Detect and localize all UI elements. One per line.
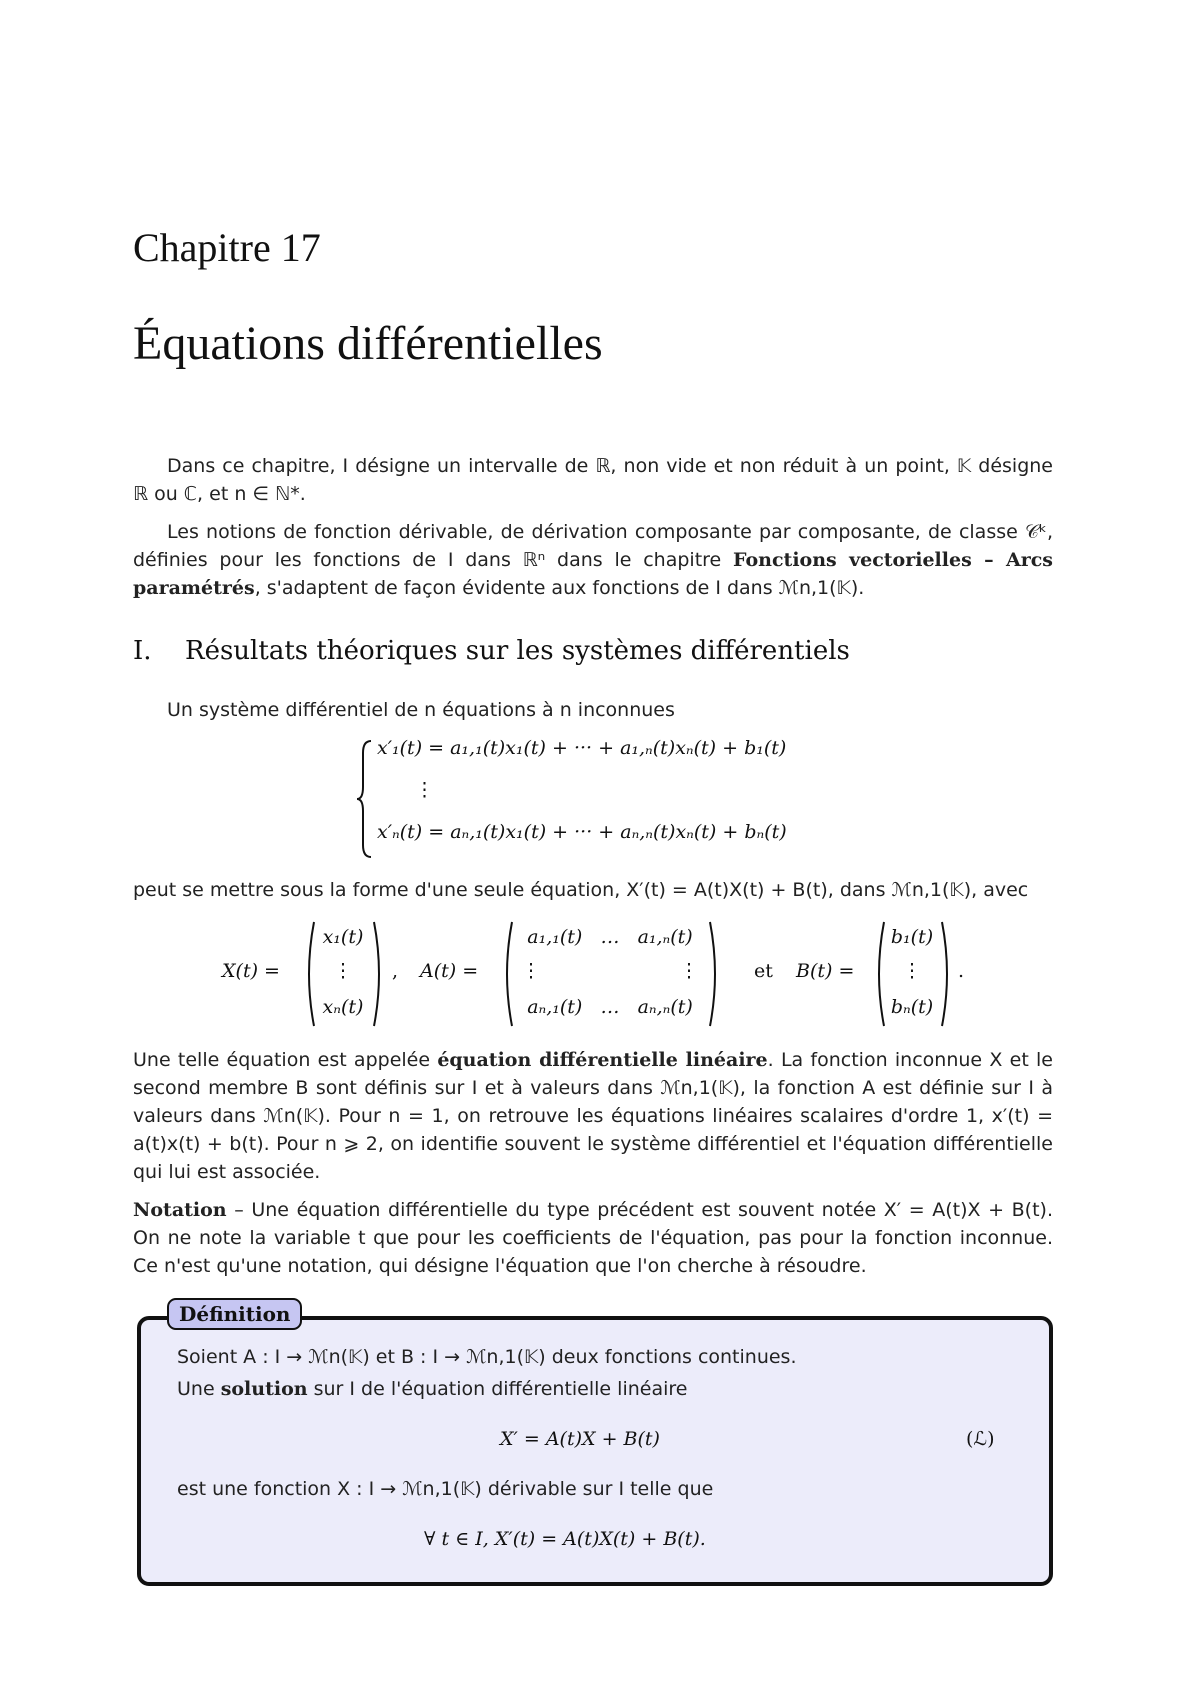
notation-label: Notation <box>133 1199 227 1221</box>
linear-text-b: . La fonction inconnue X et le second membre B sont définis sur I et à valeurs dans ℳn,1(𝕂), la fonction A est définie sur I à valeurs dans ℳn(𝕂). Pour n = 1, on retrouve les équations linéaires scalaires d'ordre 1, x′(t) = a(t)x(t) + b(t). Pour n ⩾ 2, on identifie souvent le système différentiel et l'équation différentielle qui lui est associée. <box>133 1049 1053 1183</box>
definition-equation: X′ = A(t)X + B(t) <box>500 1428 660 1450</box>
section-title: Résultats théoriques sur les systèmes différentiels <box>185 636 850 666</box>
system-lead-text: Un système différentiel de n équations à n inconnues <box>167 699 675 721</box>
linear-term: équation différentielle linéaire <box>437 1049 768 1071</box>
solution-term: solution <box>220 1378 308 1400</box>
b-label: B(t) = <box>796 960 855 982</box>
definition-line-3: est une fonction X : I → ℳn,1(𝕂) dérivable sur I telle que <box>177 1478 714 1500</box>
notation-text: – Une équation différentielle du type précédent est souvent notée X′ = A(t)X + B(t). On ne note la variable t que pour les coefficients de l'équation, pas pour la fonction inconnue. Ce n'est qu'une notation, qui désigne l'équation que l'on cherche à résoudre. <box>133 1199 1053 1277</box>
separator-comma: , <box>392 960 399 982</box>
notation-paragraph <box>133 1196 1053 1280</box>
system-after-text: peut se mettre sous la forme d'une seule équation, X′(t) = A(t)X(t) + B(t), dans ℳn,1(𝕂), avec <box>133 879 1029 901</box>
intro-text-1: Dans ce chapitre, I désigne un intervalle de ℝ, non vide et non réduit à un point, 𝕂 désigne ℝ ou ℂ, et n ∈ ℕ*. <box>133 455 1053 505</box>
system-lead <box>133 696 1053 724</box>
a-row-1: a₁,₁(t) … a₁,ₙ(t) <box>527 926 693 948</box>
intro-paragraph-1 <box>133 452 1053 508</box>
section-number: I. <box>133 636 152 666</box>
b-entry-dots: ⋮ <box>902 960 922 982</box>
intro-text-2a: Les notions de fonction dérivable, de dérivation composante par composante, de classe 𝒞ᵏ, définies pour les fonctions de I dans ℝⁿ dans le chapitre <box>133 521 1053 571</box>
x-entry-top: x₁(t) <box>322 926 364 948</box>
definition-line-2a: Une <box>177 1378 221 1400</box>
x-entry-dots: ⋮ <box>333 960 353 982</box>
definition-line-1: Soient A : I → ℳn(𝕂) et B : I → ℳn,1(𝕂) deux fonctions continues. <box>177 1346 797 1368</box>
chapter-reference: Fonctions vectorielles – Arcs paramétrés <box>133 549 1054 599</box>
system-after <box>133 876 1053 904</box>
linear-text-a: Une telle équation est appelée <box>133 1049 438 1071</box>
chapter-title: Équations différentielles <box>133 317 603 370</box>
left-brace <box>355 739 375 859</box>
definition-line-2b: sur I de l'équation différentielle linéaire <box>307 1378 688 1400</box>
intro-paragraph-2 <box>133 518 1053 602</box>
system-equation-1: x′₁(t) = a₁,₁(t)x₁(t) + ··· + a₁,ₙ(t)xₙ(t) + b₁(t) <box>377 737 787 759</box>
equation-tag: (ℒ) <box>966 1428 995 1450</box>
differential-system <box>355 735 855 865</box>
a-label: A(t) = <box>420 960 479 982</box>
b-entry-top: b₁(t) <box>890 926 934 948</box>
section-heading <box>133 636 850 666</box>
x-label: X(t) = <box>222 960 280 982</box>
definition-tag: Définition <box>167 1298 302 1330</box>
a-right-paren <box>708 920 722 1028</box>
a-row-dots: ⋮ ⋮ <box>521 960 699 982</box>
b-right-paren <box>940 920 954 1028</box>
system-vertical-dots: ⋮ <box>415 779 434 801</box>
et-word: et <box>754 960 773 982</box>
matrix-definitions <box>0 920 1200 1030</box>
a-row-n: aₙ,₁(t) … aₙ,ₙ(t) <box>527 996 693 1018</box>
x-right-paren <box>372 920 386 1028</box>
b-entry-bottom: bₙ(t) <box>890 996 934 1018</box>
definition-equation-2: ∀ t ∈ I, X′(t) = A(t)X(t) + B(t). <box>424 1528 706 1550</box>
x-entry-bottom: xₙ(t) <box>322 996 364 1018</box>
linear-equation-paragraph <box>133 1046 1053 1186</box>
chapter-label: Chapitre 17 <box>133 225 321 270</box>
intro-text-2b: , s'adaptent de façon évidente aux fonctions de I dans ℳn,1(𝕂). <box>254 577 865 599</box>
definition-line-2 <box>177 1378 687 1400</box>
end-period: . <box>958 960 965 982</box>
system-equation-n: x′ₙ(t) = aₙ,₁(t)x₁(t) + ··· + aₙ,ₙ(t)xₙ(t) + bₙ(t) <box>377 821 787 843</box>
